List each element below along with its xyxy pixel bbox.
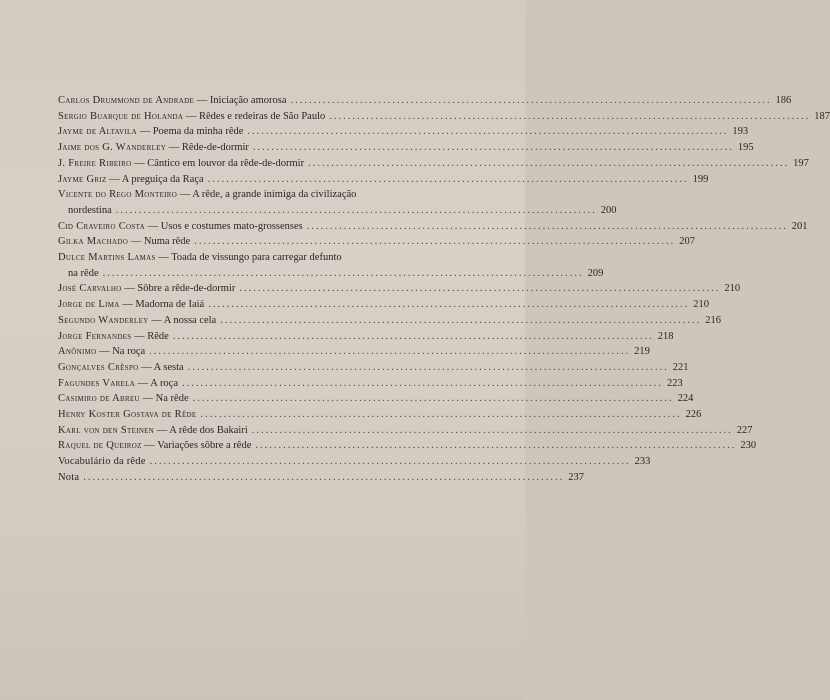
entry-work: — A rêde, a grande inimiga da civilização — [177, 189, 357, 201]
dot-leader: ........................................................................................................ — [149, 346, 631, 358]
toc-entry — [58, 470, 584, 486]
entry-title — [58, 140, 249, 156]
entry-author: Fagundes Varela — [58, 377, 136, 389]
entry-work: — Na rêde — [139, 393, 189, 405]
entry-title — [58, 297, 204, 313]
toc-entry — [58, 407, 702, 423]
page-number: 219 — [634, 346, 650, 358]
toc-entry — [58, 376, 683, 392]
toc-entry — [58, 297, 709, 313]
dot-leader: ........................................................................................................ — [255, 440, 737, 452]
entry-work: — Poema da minha rêde — [136, 126, 244, 138]
toc-entry — [58, 281, 741, 297]
toc-entry — [58, 250, 604, 281]
entry-title-continuation: nordestina — [68, 204, 112, 216]
entry-title — [58, 234, 190, 250]
dot-leader: ........................................................................................................ — [290, 95, 772, 106]
entry-work: — Na roça — [96, 346, 146, 358]
page-number: 195 — [737, 142, 754, 154]
entry-author: Jaime dos G. Wanderley — [58, 142, 167, 154]
dot-leader: ........................................................................................................ — [220, 314, 702, 326]
toc-entry — [58, 124, 749, 140]
toc-entry — [58, 187, 617, 218]
entry-author: Vicente do Rego Monteiro — [58, 189, 178, 201]
dot-leader: ........................................................................................................ — [83, 471, 565, 483]
entry-author: Segundo Wanderley — [58, 314, 149, 326]
dot-leader: ........................................................................................................ — [115, 204, 597, 216]
page-number: 223 — [667, 377, 683, 389]
dot-leader: ........................................................................................................ — [187, 361, 669, 373]
dot-leader: ........................................................................................................ — [192, 393, 674, 405]
page-number: 233 — [634, 456, 651, 468]
entry-author: Jayme Griz — [58, 173, 107, 185]
dot-leader: ........................................................................................................ — [247, 126, 729, 138]
dot-leader: ........................................................................................................ — [251, 424, 733, 436]
toc-entry — [58, 438, 757, 454]
toc-entry — [58, 360, 689, 376]
page-number: 221 — [672, 361, 689, 373]
page-number: 210 — [693, 299, 709, 311]
dot-leader: ........................................................................................................ — [207, 173, 689, 185]
toc-entry — [58, 156, 809, 172]
page-number: 193 — [732, 126, 749, 138]
entry-author: Casimiro de Abreu — [58, 393, 140, 405]
entry-work: — Rêdes e redeiras de São Paulo — [183, 110, 326, 122]
entry-title — [58, 438, 251, 454]
entry-title — [58, 109, 325, 125]
entry-title — [58, 219, 303, 235]
entry-title: Vocabulário da rêde — [58, 456, 146, 468]
entry-title — [58, 376, 178, 392]
entry-author: Sergio Buarque de Holanda — [58, 110, 184, 122]
entry-work: — A preguiça da Raça — [106, 173, 204, 185]
toc-entry — [58, 172, 709, 188]
entry-work: — Rêde-de-dormir — [166, 142, 249, 154]
toc-entry — [58, 454, 651, 470]
entry-title — [58, 423, 248, 439]
entry-work: — Iniciação amorosa — [194, 95, 287, 106]
entry-author: Gilka Machado — [58, 236, 129, 248]
dot-leader: ........................................................................................................ — [308, 157, 790, 169]
entry-work: — Toada de vissungo para carregar defunto — [155, 252, 342, 264]
page-number: 216 — [705, 314, 721, 326]
page-number: 218 — [657, 330, 674, 342]
entry-author: Jorge de Lima — [58, 299, 120, 311]
entry-title — [58, 391, 189, 407]
entry-author: Raquel de Queiroz — [58, 440, 142, 452]
page-number: 209 — [587, 267, 604, 279]
entry-title — [58, 407, 196, 423]
dot-leader: ........................................................................................................ — [208, 299, 690, 311]
entry-author: Carlos Drummond de Andrade — [58, 95, 195, 106]
page-number: 226 — [685, 409, 702, 421]
entry-author: J. Freire Ribeiro — [58, 157, 132, 169]
entry-title — [58, 187, 356, 203]
entry-author: Jayme de Altavila — [58, 126, 137, 138]
entry-title — [58, 93, 286, 109]
page-number: 187 — [814, 110, 830, 122]
page-number: 200 — [600, 204, 617, 216]
dot-leader: ........................................................................................................ — [239, 283, 721, 295]
toc-entry — [58, 140, 754, 156]
page-number: 224 — [677, 393, 694, 405]
entry-author: Anônimo — [58, 346, 97, 358]
toc-entry — [58, 219, 808, 235]
page-number: 230 — [740, 440, 757, 452]
page-number: 199 — [692, 173, 709, 185]
entry-title — [58, 172, 204, 188]
dot-leader: ........................................................................................................ — [329, 110, 811, 122]
table-of-contents — [58, 93, 830, 486]
entry-author: Henry Koster Gostava de Rêde — [58, 409, 197, 421]
entry-work: — Usos e costumes mato-grossenses — [144, 220, 303, 232]
entry-title — [58, 313, 216, 329]
entry-author: Gonçalves Crêspo — [58, 361, 139, 373]
entry-work: — A roça — [135, 377, 179, 389]
toc-entry — [58, 93, 792, 109]
dot-leader: ........................................................................................................ — [182, 377, 664, 389]
dot-leader: ........................................................................................................ — [172, 330, 654, 342]
entry-work: — Sôbre a rêde-de-dormir — [121, 283, 236, 295]
toc-entry — [58, 109, 830, 125]
toc-entry — [58, 234, 695, 250]
page-number: 201 — [791, 220, 808, 232]
dot-leader: ........................................................................................................ — [194, 236, 676, 248]
page-number: 237 — [568, 471, 584, 483]
toc-entry — [58, 313, 721, 329]
entry-author: Karl von den Steinen — [58, 424, 155, 436]
page-number: 227 — [736, 424, 753, 436]
page-number: 207 — [679, 236, 695, 248]
toc-entry — [58, 391, 694, 407]
toc-entry — [58, 344, 650, 360]
entry-title-continuation: na rêde — [68, 267, 99, 279]
entry-title — [58, 329, 169, 345]
entry-work: — Variações sôbre a rêde — [141, 440, 252, 452]
entry-work: — A rêde dos Bakairi — [154, 424, 248, 436]
entry-work: — Numa rêde — [128, 236, 191, 248]
page-number: 210 — [724, 283, 741, 295]
entry-title: Nota — [58, 471, 80, 483]
dot-leader: ........................................................................................................ — [149, 456, 631, 468]
dot-leader: ........................................................................................................ — [252, 142, 734, 154]
entry-work: — A nossa cela — [148, 314, 217, 326]
entry-author: José Carvalho — [58, 283, 122, 295]
page-number: 186 — [775, 95, 792, 106]
entry-title — [58, 250, 342, 266]
entry-title — [58, 360, 184, 376]
page-number: 197 — [793, 157, 809, 169]
entry-title — [58, 156, 304, 172]
dot-leader: ........................................................................................................ — [200, 409, 682, 421]
entry-author: Cid Craveiro Costa — [58, 220, 145, 232]
entry-author: Jorge Fernandes — [58, 330, 132, 342]
dot-leader: ........................................................................................................ — [102, 267, 584, 279]
entry-work: — A sesta — [138, 361, 184, 373]
entry-title — [58, 281, 235, 297]
dot-leader: ........................................................................................................ — [306, 220, 788, 232]
entry-title — [58, 344, 145, 360]
toc-entry — [58, 329, 674, 345]
entry-work: — Cântico em louvor da rêde-de-dormir — [131, 157, 305, 169]
entry-author: Dulce Martins Lamas — [58, 252, 156, 264]
entry-work: — Rêde — [131, 330, 169, 342]
entry-title — [58, 124, 243, 140]
entry-work: — Madorna de Iaiá — [119, 299, 205, 311]
toc-entry — [58, 423, 753, 439]
